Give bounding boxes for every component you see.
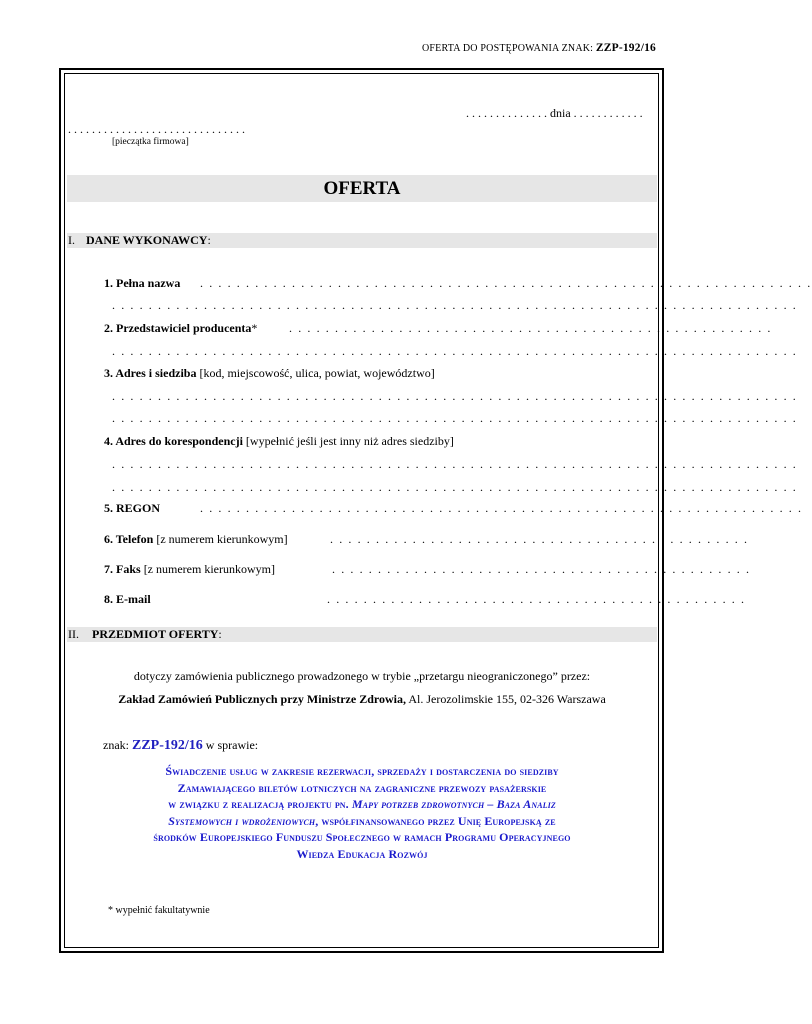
company-stamp-area[interactable]: . . . . . . . . . . . . . . . . . . . . . . . . . . . . . . [68,122,245,136]
section-label: PRZEDMIOT OFERTY [92,627,219,641]
field-email-label: 8. E-mail [104,592,151,606]
section-number: I. [68,233,75,247]
field-regon-input[interactable]: . . . . . . . . . . . . . . . . . . . . . . . . . . . . . . . . . . . . . . . . . . . . . . . . . . . . . . . . . . . . . . . . . . [200,501,803,515]
procurement-intro: dotyczy zamówienia publicznego prowadzonego w trybie „przetargu nieograniczonego” przez: [133,669,591,683]
field-address-input-line2[interactable]: . . . . . . . . . . . . . . . . . . . . . . . . . . . . . . . . . . . . . . . . . . . . . . . . . . . . . . . . . . . . . . . . . . . . . . . . . . . [112,411,798,425]
field-correspondence-input[interactable]: . . . . . . . . . . . . . . . . . . . . . . . . . . . . . . . . . . . . . . . . . . . . . . . . . . . . . . . . . . . . . . . . . . . . . . . . . . . [112,457,798,471]
field-full-name-input[interactable]: . . . . . . . . . . . . . . . . . . . . . . . . . . . . . . . . . . . . . . . . . . . . . . . . . . . . . . . . . . . . . . . . . . . [200,276,812,290]
field-email-input[interactable]: . . . . . . . . . . . . . . . . . . . . . . . . . . . . . . . . . . . . . . . . . . . . . . [327,592,746,606]
reference-code: ZZP-192/16 [595,42,656,54]
section-number: II. [68,627,79,641]
authority-address: Al. Jerozolimskie 155, 02-326 Warszawa [406,692,606,706]
section-heading-subject: II. PRZEDMIOT OFERTY: [68,627,222,641]
field-phone-input[interactable]: . . . . . . . . . . . . . . . . . . . . . . . . . . . . . . . . . . . . . . . . . . . . . . [330,532,749,546]
date-line[interactable]: . . . . . . . . . . . . . . dnia . . . . . . . . . . . . [466,106,643,120]
case-code: ZZP-192/16 [132,738,203,753]
document-reference [422,42,656,54]
document-title: OFERTA [323,178,401,199]
field-full-name-label: 1. Pełna nazwa [104,276,181,290]
field-full-name-input-line2[interactable]: . . . . . . . . . . . . . . . . . . . . . . . . . . . . . . . . . . . . . . . . . . . . . . . . . . . . . . . . . . . . . . . . . . . . . . . . . . . [112,298,798,312]
case-reference: znak: ZZP-192/16 w sprawie: [103,738,259,753]
field-representative-label: 2. Przedstawiciel producenta* [104,321,258,335]
footnote: * wypełnić fakultatywnie [108,905,210,916]
field-address-input[interactable]: . . . . . . . . . . . . . . . . . . . . . . . . . . . . . . . . . . . . . . . . . . . . . . . . . . . . . . . . . . . . . . . . . . . . . . . . . . . [112,389,798,403]
field-phone-label: 6. Telefon [z numerem kierunkowym] [104,532,288,546]
field-fax-label: 7. Faks [z numerem kierunkowym] [104,562,275,576]
field-representative-input[interactable]: . . . . . . . . . . . . . . . . . . . . . . . . . . . . . . . . . . . . . . . . . . . . . . . . . . . . . [289,321,772,335]
contracting-authority [67,692,657,707]
company-stamp-label: [pieczątka firmowa] [112,137,189,147]
field-correspondence-input-line2[interactable]: . . . . . . . . . . . . . . . . . . . . . . . . . . . . . . . . . . . . . . . . . . . . . . . . . . . . . . . . . . . . . . . . . . . . . . . . . . . [112,480,798,494]
field-correspondence-label: 4. Adres do korespondencji [wypełnić jeśli jest inny niż adres siedziby] [104,434,454,448]
section-heading-contractor: I. DANE WYKONAWCY: [68,233,211,247]
section-label: DANE WYKONAWCY [86,233,208,247]
field-address-label: 3. Adres i siedziba [kod, miejscowość, ulica, powiat, województwo] [104,366,435,380]
field-representative-input-line2[interactable]: . . . . . . . . . . . . . . . . . . . . . . . . . . . . . . . . . . . . . . . . . . . . . . . . . . . . . . . . . . . . . . . . . . . . . . . . . . . [112,344,798,358]
authority-name: Zakład Zamówień Publicznych przy Ministrze Zdrowia, [118,692,406,706]
reference-prefix: OFERTA DO POSTĘPOWANIA ZNAK: [422,43,596,54]
field-fax-input[interactable]: . . . . . . . . . . . . . . . . . . . . . . . . . . . . . . . . . . . . . . . . . . . . . . [332,562,751,576]
field-regon-label: 5. REGON [104,501,161,515]
procurement-subject: Świadczenie usług w zakresie rezerwacji, sprzedaży i dostarczenia do siedziby Zamawiającego biletów lotniczych na zagraniczne przewozy pasażerskie w związku z realizacją projektu pn. Mapy potrzeb zdrowotnych – Baza Analiz Systemowych i wdrożeniowych, współfinansowanego przez Unię Europejską ze środków Europejskiego Funduszu Społecznego w ramach Programu Operacyjnego Wiedza Edukacja Rozwój [153,764,571,861]
